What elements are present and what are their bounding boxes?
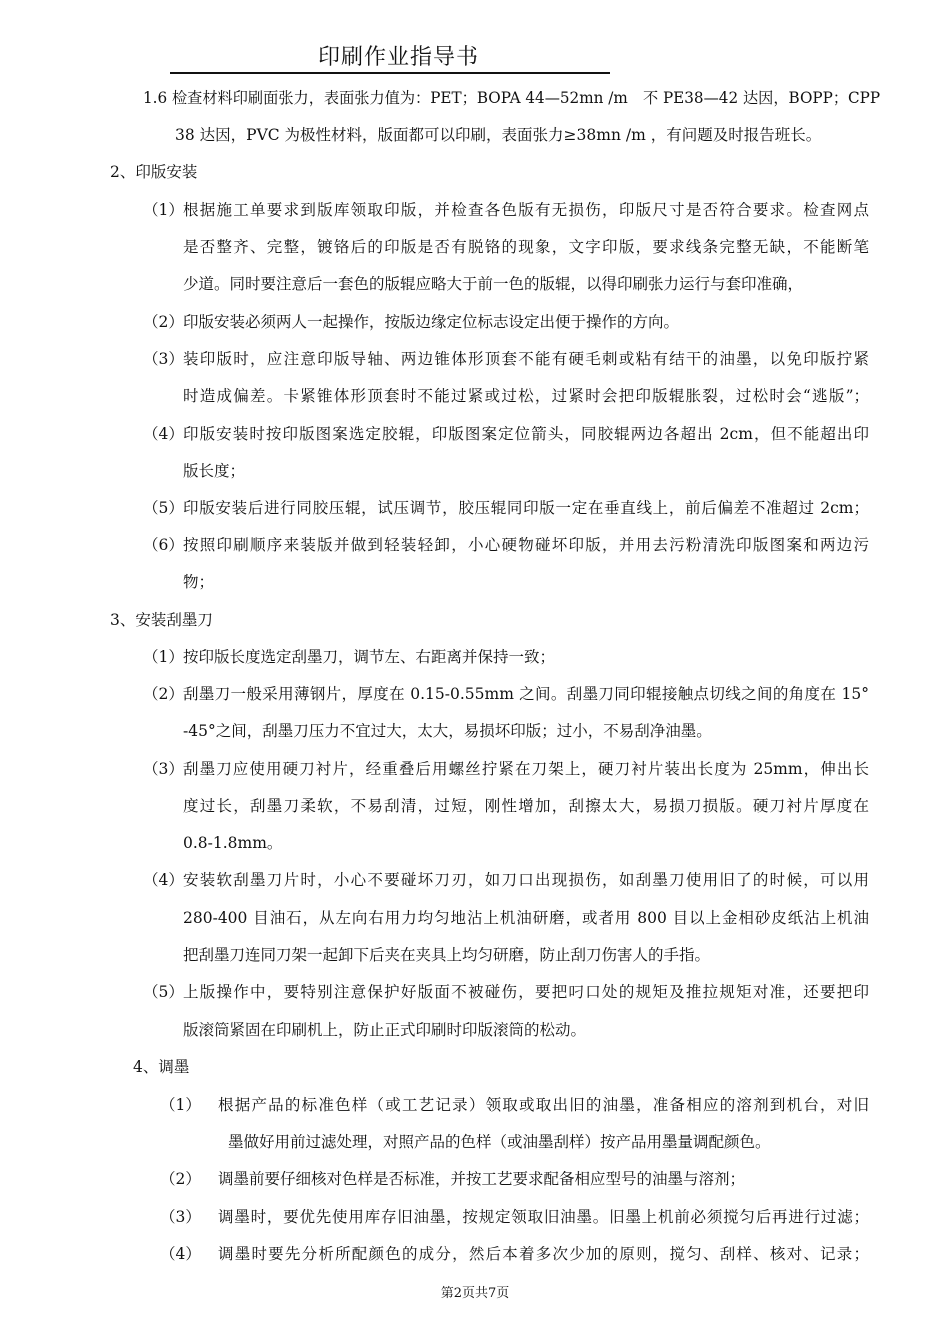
item-number: （4） [143, 871, 184, 889]
item-text: 物； [183, 573, 215, 591]
item-text: 根据产品的标准色样（或工艺记录）领取或取出旧的油墨，准备相应的溶剂到机台，对旧 [218, 1096, 869, 1114]
section-heading: 4、调墨 [133, 1058, 190, 1076]
item-number: （3） [143, 760, 184, 778]
item-text: 印版安装后进行同胶压辊，试压调节，胶压辊同印版一定在垂直线上，前后偏差不准超过 2cm； [183, 499, 869, 517]
item-number: （3） [143, 350, 184, 368]
item-text: 少道。同时要注意后一套色的版辊应略大于前一色的版辊，以得印刷张力运行与套印准确， [183, 275, 804, 293]
item-text: 把刮墨刀连同刀架一起卸下后夹在夹具上均匀研磨，防止刮刀伤害人的手指。 [183, 946, 711, 964]
item-number: （1） [143, 648, 184, 666]
item-text: 280-400 目油石，从左向右用力均匀地沾上机油研磨，或者用 800 目以上金相砂皮纸沾上机油 [183, 909, 869, 927]
item-text: 是否整齐、完整，镀铬后的印版是否有脱铬的现象，文字印版，要求线条完整无缺，不能断笔 [183, 238, 869, 256]
item-number: （5） [143, 983, 184, 1001]
intro-line: 38 达因，PVC 为极性材料，版面都可以印刷，表面张力≥38mn /m ，有问题及时报告班长。 [175, 126, 822, 144]
item-text: 安装软刮墨刀片时，小心不要碰坏刀刃，如刀口出现损伤，如刮墨刀使用旧了的时候，可以用 [183, 871, 869, 889]
page-title: 印刷作业指导书 [318, 45, 480, 70]
item-text: 调墨时要先分析所配颜色的成分，然后本着多次少加的原则，搅匀、刮样、核对、记录； [218, 1245, 869, 1263]
item-number: （4） [143, 425, 184, 443]
item-text: 印版安装必须两人一起操作，按版边缘定位标志设定出便于操作的方向。 [183, 313, 680, 331]
item-text: 0.8-1.8mm。 [183, 834, 283, 852]
item-text: 调墨前要仔细核对色样是否标准，并按工艺要求配备相应型号的油墨与溶剂； [218, 1170, 746, 1188]
item-number: （4） [160, 1245, 201, 1263]
section-heading: 3、安装刮墨刀 [110, 611, 213, 629]
item-number: （1） [160, 1096, 201, 1114]
section-heading: 2、印版安装 [110, 163, 198, 181]
item-text: 刮墨刀一般采用薄钢片，厚度在 0.15-0.55mm 之间。刮墨刀同印辊接触点切线之间的角度在 15° [183, 685, 869, 703]
item-text: 装印版时，应注意印版导轴、两边锥体形顶套不能有硬毛刺或粘有结干的油墨，以免印版拧紧 [183, 350, 869, 368]
item-text: 时造成偏差。卡紧锥体形顶套时不能过紧或过松，过紧时会把印版辊胀裂，过松时会“逃版”； [183, 387, 869, 405]
item-text: 调墨时，要优先使用库存旧油墨，按规定领取旧油墨。旧墨上机前必须搅匀后再进行过滤； [218, 1208, 869, 1226]
item-number: （3） [160, 1208, 201, 1226]
item-text: 版长度； [183, 462, 246, 480]
item-number: （5） [143, 499, 184, 517]
item-number: （6） [143, 536, 184, 554]
title-underline [170, 72, 610, 74]
item-text: 根据施工单要求到版库领取印版，并检查各色版有无损伤，印版尺寸是否符合要求。检查网点 [183, 201, 869, 219]
item-number: （2） [143, 685, 184, 703]
item-text: 版滚筒紧固在印刷机上，防止正式印刷时印版滚筒的松动。 [183, 1021, 587, 1039]
item-text: 上版操作中，要特别注意保护好版面不被碰伤，要把叼口处的规矩及推拉规矩对准，还要把印 [183, 983, 869, 1001]
item-number: （1） [143, 201, 184, 219]
item-text: 刮墨刀应使用硬刀衬片，经重叠后用螺丝拧紧在刀架上，硬刀衬片装出长度为 25mm，伸出长 [183, 760, 869, 778]
item-text: 印版安装时按印版图案选定胶辊，印版图案定位箭头，同胶辊两边各超出 2cm，但不能超出印 [183, 425, 869, 443]
item-text: 墨做好用前过滤处理，对照产品的色样（或油墨刮样）按产品用墨量调配颜色。 [228, 1133, 771, 1151]
intro-line: 1.6 检查材料印刷面张力，表面张力值为：PET；BOPA 44—52mn /m 不 PE38—42 达因，BOPP；CPP [143, 89, 881, 107]
item-text: 按印版长度选定刮墨刀，调节左、右距离并保持一致； [183, 648, 556, 666]
item-text: 度过长，刮墨刀柔软，不易刮清，过短，刚性增加，刮擦太大，易损刀损版。硬刀衬片厚度在 [183, 797, 869, 815]
item-text: 按照印刷顺序来装版并做到轻装轻卸，小心硬物碰坏印版，并用去污粉清洗印版图案和两边污 [183, 536, 869, 554]
item-text: -45°之间，刮墨刀压力不宜过大，太大，易损坏印版；过小，不易刮净油墨。 [183, 722, 712, 740]
item-number: （2） [160, 1170, 201, 1188]
item-number: （2） [143, 313, 184, 331]
page-number: 第2页共7页 [440, 1286, 510, 1301]
